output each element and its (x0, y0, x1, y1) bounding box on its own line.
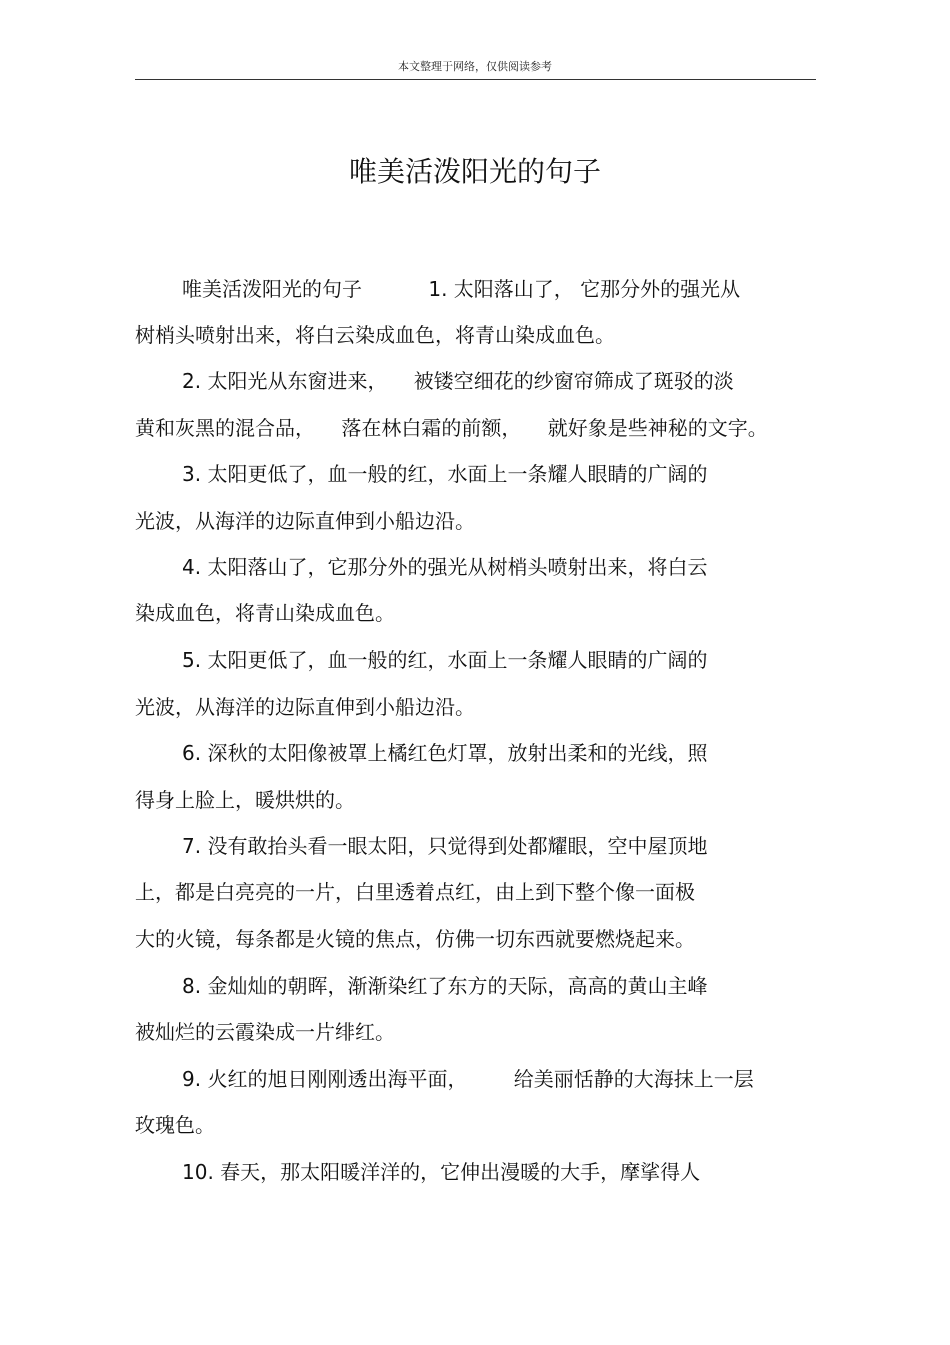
text-line: 7. 没有敢抬头看一眼太阳，只觉得到处都耀眼，空中屋顶地 (182, 834, 708, 858)
text-line: 唯美活泼阳光的句子 1. 太阳落山了， 它那分外的强光从 (182, 277, 741, 301)
text-line: 8. 金灿灿的朝晖，渐渐染红了东方的天际，高高的黄山主峰 (182, 974, 708, 998)
text-line: 黄和灰黑的混合品， 落在林白霜的前额， 就好象是些神秘的文字。 (135, 416, 768, 440)
text-line: 光波，从海洋的边际直伸到小船边沿。 (135, 695, 475, 719)
text-line: 3. 太阳更低了，血一般的红，水面上一条耀人眼睛的广阔的 (182, 462, 708, 486)
text-line: 9. 火红的旭日刚刚透出海平面， 给美丽恬静的大海抹上一层 (182, 1067, 754, 1091)
header-note: 本文整理于网络，仅供阅读参考 (398, 60, 552, 73)
text-line: 6. 深秋的太阳像被罩上橘红色灯罩，放射出柔和的光线，照 (182, 741, 708, 765)
text-line: 4. 太阳落山了，它那分外的强光从树梢头喷射出来，将白云 (182, 555, 708, 579)
text-line: 树梢头喷射出来，将白云染成血色，将青山染成血色。 (135, 323, 615, 347)
text-line: 玫瑰色。 (135, 1113, 215, 1137)
text-line: 大的火镜，每条都是火镜的焦点，仿佛一切东西就要燃烧起来。 (135, 927, 695, 951)
text-line: 得身上脸上，暖烘烘的。 (135, 788, 355, 812)
text-line: 染成血色，将青山染成血色。 (135, 601, 395, 625)
text-line: 上，都是白亮亮的一片，白里透着点红，由上到下整个像一面极 (135, 880, 695, 904)
text-line: 5. 太阳更低了，血一般的红，水面上一条耀人眼睛的广阔的 (182, 648, 708, 672)
text-line: 2. 太阳光从东窗进来， 被镂空细花的纱窗帘筛成了斑驳的淡 (182, 369, 734, 393)
page-title: 唯美活泼阳光的句子 (348, 155, 601, 188)
text-line: 被灿烂的云霞染成一片绯红。 (135, 1020, 395, 1044)
text-line: 光波，从海洋的边际直伸到小船边沿。 (135, 509, 475, 533)
text-line: 10. 春天，那太阳暖洋洋的，它伸出漫暖的大手，摩挲得人 (182, 1160, 701, 1184)
